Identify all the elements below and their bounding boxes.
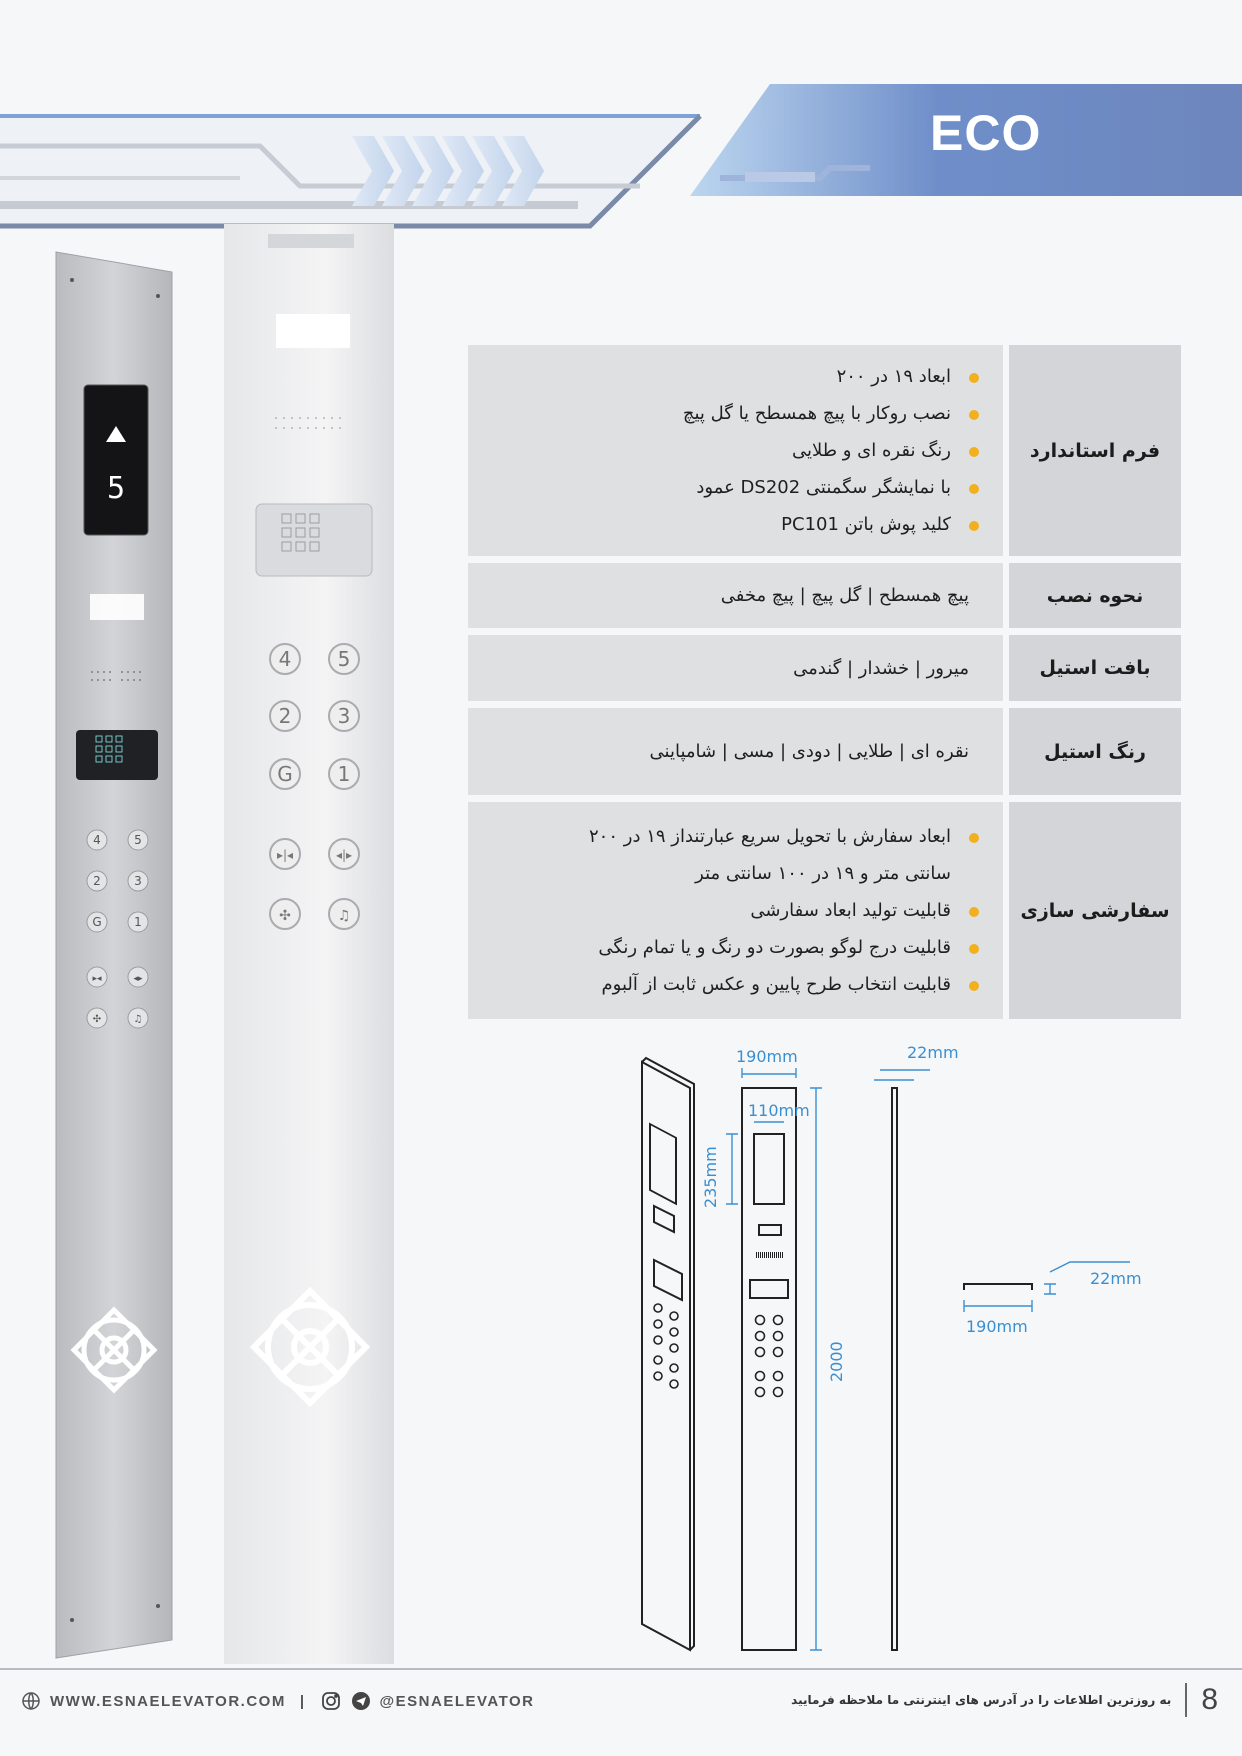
spec-row-label: رنگ استیل [1009,708,1181,795]
svg-text:G: G [277,762,293,786]
footer-links [20,1688,535,1714]
floor-button-5: 5 [134,833,142,847]
svg-text:▸|◂: ▸|◂ [276,848,294,862]
footer-divider [0,1668,1242,1670]
depth-dimension: 22mm [907,1043,959,1062]
list-item: قابلیت درج لوگو بصورت دو رنگ و یا تمام رنگی [488,929,985,966]
list-item: نصب روکار با پیچ همسطح یا گل پیچ [488,395,985,432]
svg-text:✣: ✣ [279,908,291,924]
footer-note: به روزترین اطلاعات را در آدرس های اینترنتی ما ملاحظه فرمایید [791,1693,1172,1707]
spec-row-content [468,635,1003,701]
spec-row-installation [468,563,1181,628]
list-item: ابعاد سفارش با تحویل سریع عبارتنداز ۱۹ در ۲۰۰ [488,818,985,855]
svg-text:◂|▸: ◂|▸ [335,848,353,862]
spec-row-label: نحوه نصب [1009,563,1181,628]
spec-row-content [468,345,1003,556]
list-item: کلید پوش باتن PC101 [488,506,985,543]
svg-text:▸◂: ▸◂ [92,974,102,984]
svg-text:3: 3 [337,704,351,728]
list-item: سانتی متر و ۱۹ در ۱۰۰ سانتی متر [695,863,951,884]
svg-text:♫: ♫ [133,1014,143,1025]
display-width-dimension: 110mm [748,1101,810,1120]
list-item: قابلیت تولید ابعاد سفارشی [488,892,985,929]
spec-row-customization [468,802,1181,1019]
svg-text:1: 1 [337,762,351,786]
spec-value: پیچ همسطح | گل پیچ | پیچ مخفی [720,585,969,606]
list-item: قابلیت انتخاب طرح پایین و عکس ثابت از آلبوم [488,966,985,1003]
height-dimension: 2000 [827,1341,846,1382]
spec-value: نقره ای | طلایی | دودی | مسی | شامپاینی [649,741,969,762]
cop-panel-angled [222,222,398,1672]
floor-button-2: 2 [93,874,101,888]
section-depth-dimension: 22mm [1090,1269,1142,1288]
page-number-divider [1185,1683,1187,1717]
spec-row-content [468,563,1003,628]
footer-right [791,1680,1218,1720]
spec-value: میرور | خشدار | گندمی [793,657,969,679]
spec-row-texture [468,635,1181,701]
list-item: ابعاد ۱۹ در ۲۰۰ [488,358,985,395]
spec-row-color [468,708,1181,795]
technical-drawing [630,1030,1190,1665]
spec-row-content [468,708,1003,795]
floor-button-3: 3 [134,874,142,888]
spec-row-label: فرم استاندارد [1009,345,1181,556]
spec-row-label: سفارشی سازی [1009,802,1181,1019]
display-height-dimension: 235mm [701,1146,720,1208]
svg-text:♫: ♫ [337,908,351,924]
spec-row-label: بافت استیل [1009,635,1181,701]
list-item: با نمایشگر سگمنتی DS202 عمود [488,469,985,506]
svg-text:✣: ✣ [92,1014,102,1025]
floor-button-g: G [92,915,102,929]
svg-text:◂▸: ◂▸ [133,974,143,984]
width-dimension: 190mm [736,1047,798,1066]
product-title: ECO [930,105,1042,161]
svg-text:4: 4 [278,647,292,671]
section-width-dimension: 190mm [966,1317,1028,1336]
social-handle-link[interactable]: @ESNAELEVATOR [379,1692,535,1710]
cop-panel-front [54,250,174,1660]
list-item: رنگ نقره ای و طلایی [488,432,985,469]
globe-icon [20,1690,42,1712]
page-number: 8 [1201,1683,1218,1716]
instagram-icon[interactable] [320,1690,342,1712]
spec-row-standard-form [468,345,1181,556]
floor-button-1: 1 [134,915,142,929]
website-link[interactable]: WWW.ESNAELEVATOR.COM [50,1692,286,1710]
floor-number-display: 5 [106,471,126,506]
svg-text:5: 5 [337,647,351,671]
footer-separator: | [299,1692,306,1710]
svg-text:2: 2 [278,704,292,728]
telegram-icon[interactable] [350,1690,372,1712]
spec-row-content [468,802,1003,1019]
floor-button-4: 4 [93,833,101,847]
